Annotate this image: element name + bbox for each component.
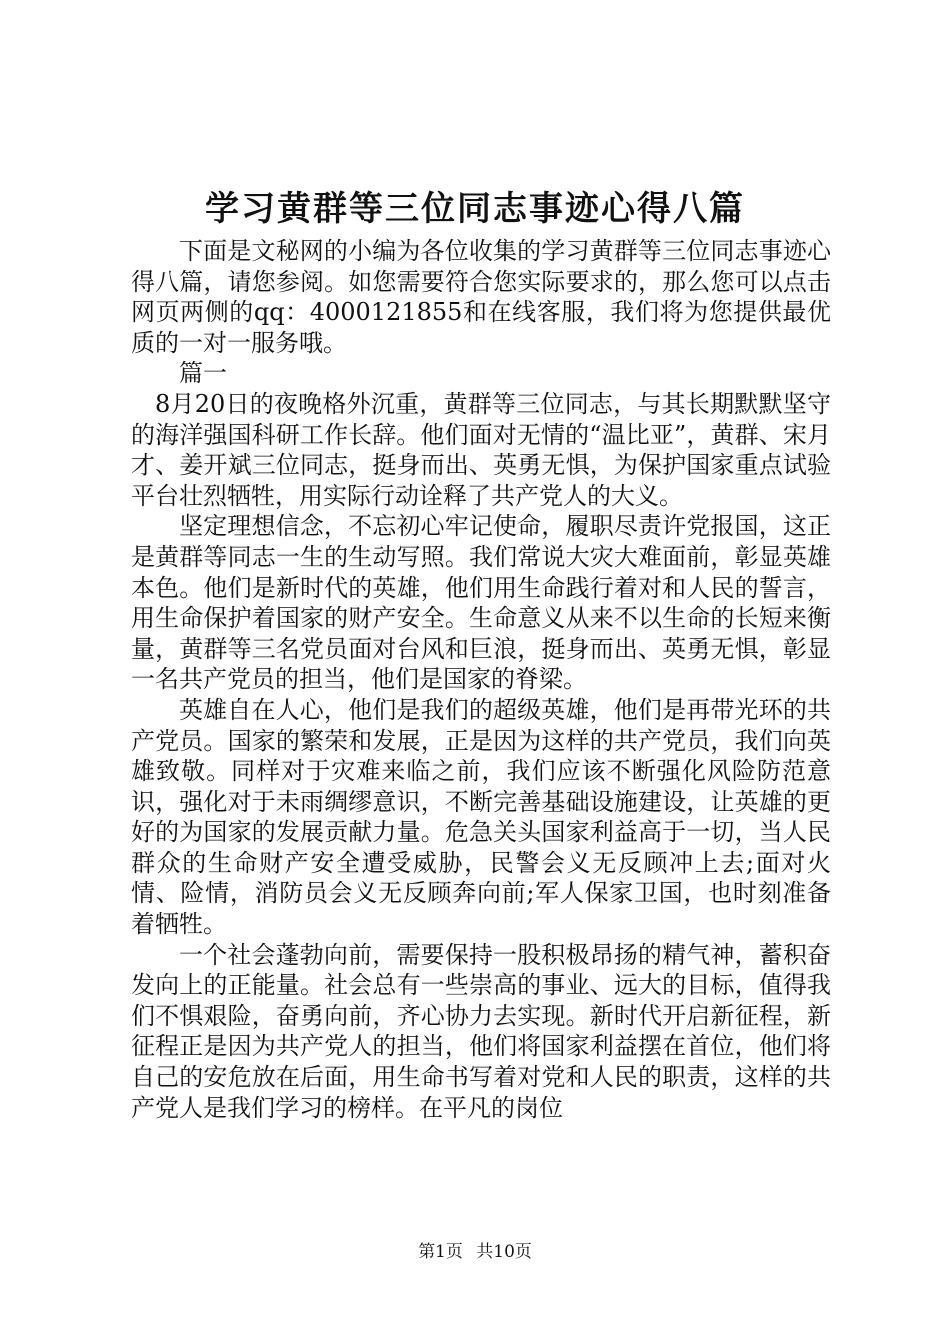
document-title: 学习黄群等三位同志事迹心得八篇 bbox=[205, 189, 745, 229]
page-footer bbox=[0, 1240, 950, 1264]
intro-paragraph: 下面是文秘网的小编为各位收集的学习黄群等三位同志事迹心得八篇，请您参阅。如您需要符合您实际要求的，那么您可以点击网页两侧的qq：4000121855和在线客服，我们将为您提供最优质的一对一服务哦。 bbox=[131, 237, 831, 357]
body-paragraph: 英雄自在人心，他们是我们的超级英雄，他们是再带光环的共产党员。国家的繁荣和发展，正是因为这样的共产党员，我们向英雄致敬。同样对于灾难来临之前，我们应该不断强化风险防范意识，强化对于未雨绸缪意识，不断完善基础设施建设，让英雄的更好的为国家的发展贡献力量。危急关头国家利益高于一切，当人民群众的生命财产安全遭受威胁，民警会义无反顾冲上去;面对火情、险情，消防员会义无反顾奔向前;军人保家卫国，也时刻准备着牺牲。 bbox=[131, 695, 831, 939]
page-total: 共10页 bbox=[476, 1242, 532, 1262]
body-paragraph: 一个社会蓬勃向前，需要保持一股积极昂扬的精气神，蓄积奋发向上的正能量。社会总有一些崇高的事业、远大的目标，值得我们不惧艰险，奋勇向前，齐心协力去实现。新时代开启新征程，新征程正是因为共产党人的担当，他们将国家利益摆在首位，他们将自己的安危放在后面，用生命书写着对党和人民的职责，这样的共产党人是我们学习的榜样。在平凡的岗位 bbox=[131, 940, 831, 1122]
page-number: 第1页 bbox=[418, 1242, 463, 1262]
body-paragraph: 8月20日的夜晚格外沉重，黄群等三位同志，与其长期默默坚守的海洋强国科研工作长辞。他们面对无情的“温比亚”，黄群、宋月才、姜开斌三位同志，挺身而出、英勇无惧，为保护国家重点试验平台壮烈牺牲，用实际行动诠释了共产党人的大义。 bbox=[131, 389, 831, 510]
body-paragraph: 坚定理想信念，不忘初心牢记使命，履职尽责许党报国，这正是黄群等同志一生的生动写照。我们常说大灾大难面前，彰显英雄本色。他们是新时代的英雄，他们用生命践行着对和人民的誓言，用生命保护着国家的财产安全。生命意义从来不以生命的长短来衡量，黄群等三名党员面对台风和巨浪，挺身而出、英勇无惧，彰显一名共产党员的担当，他们是国家的脊梁。 bbox=[131, 512, 831, 694]
section-heading: 篇一 bbox=[179, 359, 227, 388]
document-body bbox=[131, 236, 831, 1123]
